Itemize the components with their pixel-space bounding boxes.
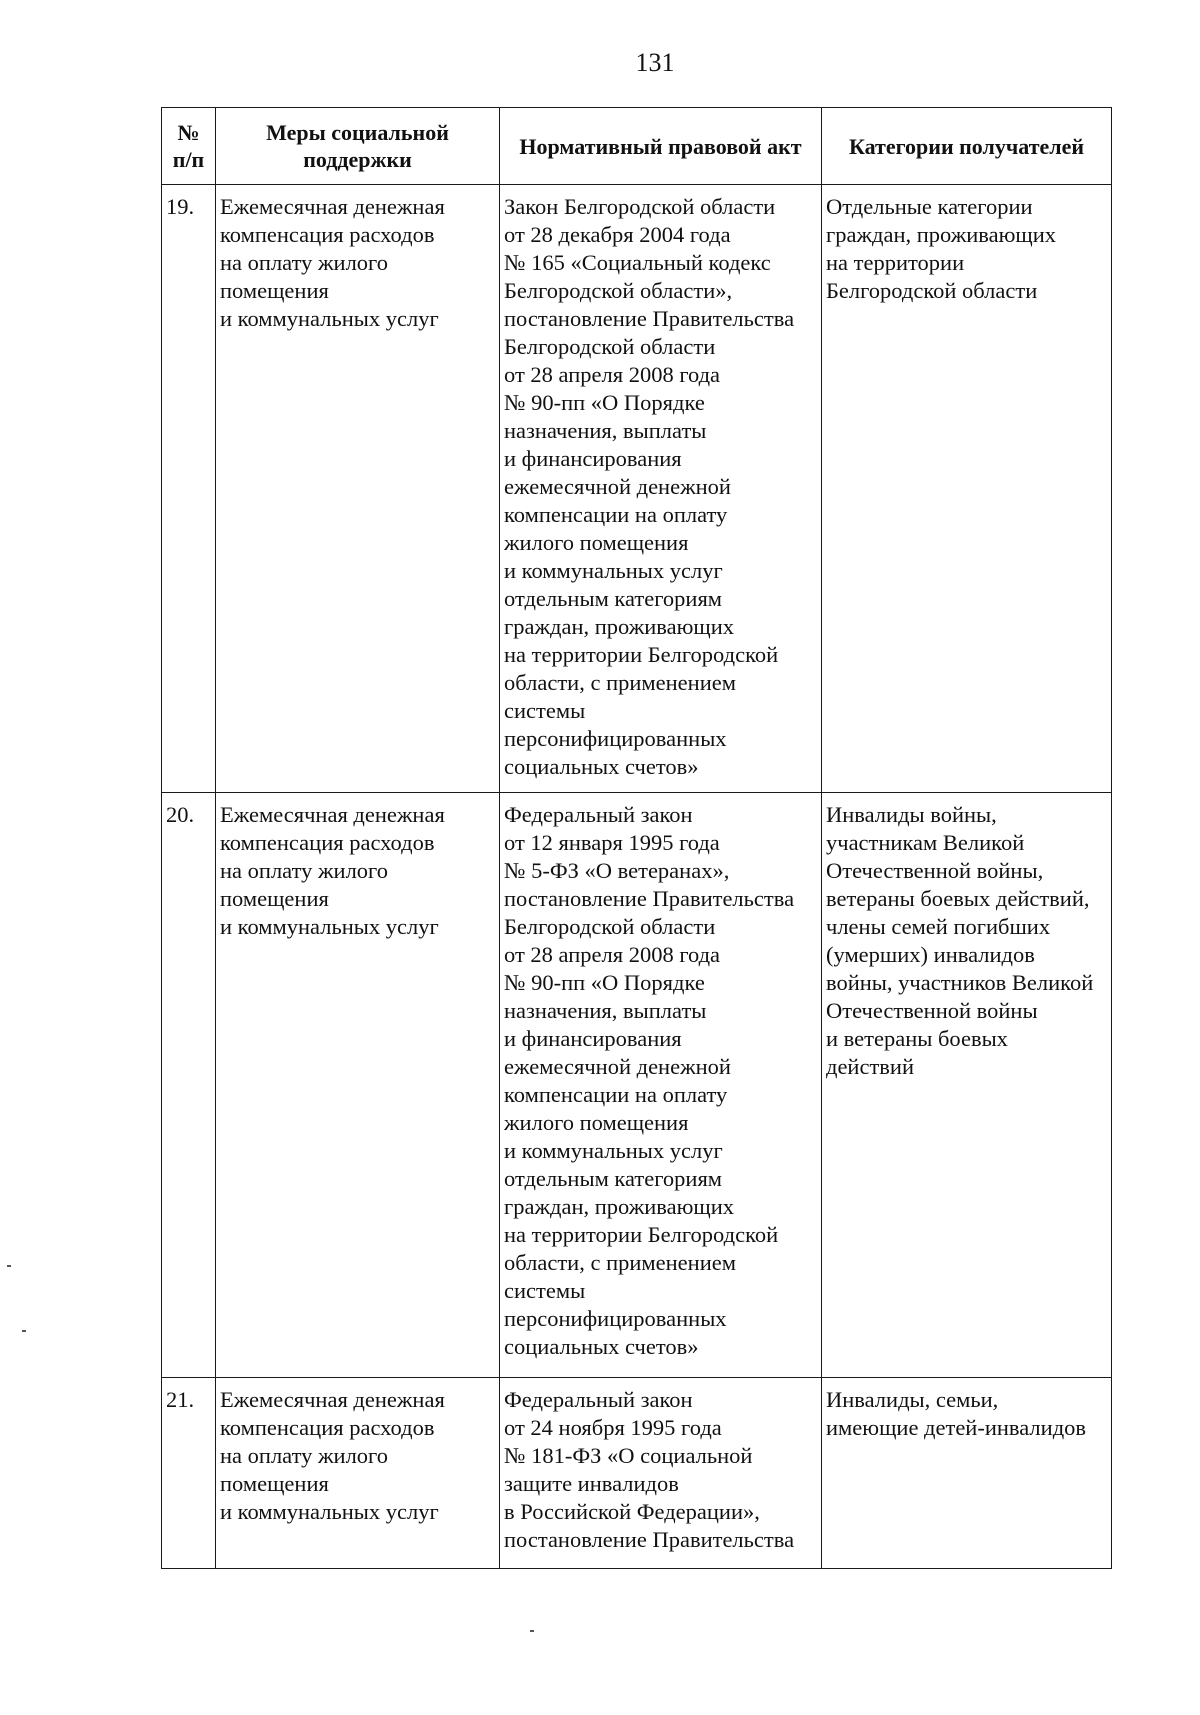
cell-measure bbox=[216, 1378, 500, 1569]
cell-line: помещения bbox=[220, 1471, 329, 1496]
cell-line: на оплату жилого bbox=[220, 858, 388, 883]
cell-measure bbox=[216, 185, 500, 793]
cell-line: Отдельные категории bbox=[826, 194, 1033, 219]
header-category bbox=[822, 108, 1112, 185]
cell-line: жилого помещения bbox=[504, 1110, 689, 1135]
cell-measure bbox=[216, 793, 500, 1378]
cell-line: и ветераны боевых bbox=[826, 1026, 1008, 1051]
cell-line: № 181-ФЗ «О социальной bbox=[504, 1443, 753, 1468]
cell-line: компенсация расходов bbox=[220, 830, 435, 855]
cell-line: Инвалиды войны, bbox=[826, 802, 997, 827]
table-row bbox=[162, 1378, 1112, 1569]
cell-line: № 90-пп «О Порядке bbox=[504, 970, 705, 995]
cell-line: области, с применением bbox=[504, 670, 736, 695]
cell-line: Ежемесячная денежная bbox=[220, 194, 445, 219]
cell-line: ветераны боевых действий, bbox=[826, 886, 1090, 911]
cell-line: и коммунальных услуг bbox=[220, 306, 439, 331]
cell-line: от 24 ноября 1995 года bbox=[504, 1415, 722, 1440]
cell-line: и финансирования bbox=[504, 1026, 682, 1051]
cell-line: от 12 января 1995 года bbox=[504, 830, 720, 855]
cell-line: от 28 апреля 2008 года bbox=[504, 942, 721, 967]
cell-line: Отечественной войны, bbox=[826, 858, 1044, 883]
cell-line: и коммунальных услуг bbox=[504, 1138, 723, 1163]
cell-line: Белгородской области bbox=[826, 278, 1038, 303]
cell-line: назначения, выплаты bbox=[504, 418, 707, 443]
cell-line: от 28 декабря 2004 года bbox=[504, 222, 731, 247]
cell-line: Ежемесячная денежная bbox=[220, 802, 445, 827]
cell-line: области, с применением bbox=[504, 1250, 736, 1275]
cell-line: Инвалиды, семьи, bbox=[826, 1387, 999, 1412]
cell-line: члены семей погибших bbox=[826, 914, 1051, 939]
cell-line: Белгородской области bbox=[504, 914, 716, 939]
cell-line: от 28 апреля 2008 года bbox=[504, 362, 721, 387]
cell-line: имеющие детей-инвалидов bbox=[826, 1415, 1087, 1440]
cell-line: помещения bbox=[220, 278, 329, 303]
cell-line: защите инвалидов bbox=[504, 1471, 679, 1496]
cell-line: в Российской Федерации», bbox=[504, 1499, 760, 1524]
cell-category bbox=[822, 185, 1112, 793]
cell-act bbox=[500, 1378, 822, 1569]
cell-line: войны, участников Великой bbox=[826, 970, 1094, 995]
cell-line: Федеральный закон bbox=[504, 802, 693, 827]
cell-line: постановление Правительства bbox=[504, 306, 795, 331]
cell-line: персонифицированных bbox=[504, 726, 727, 751]
cell-line: на территории bbox=[826, 250, 965, 275]
cell-line: ежемесячной денежной bbox=[504, 474, 731, 499]
cell-line: на территории Белгородской bbox=[504, 1222, 779, 1247]
page-number: 131 bbox=[635, 48, 675, 77]
table-row bbox=[162, 793, 1112, 1378]
cell-line: участникам Великой bbox=[826, 830, 1025, 855]
cell-line: граждан, проживающих bbox=[504, 614, 735, 639]
cell-line: социальных счетов» bbox=[504, 754, 699, 779]
cell-num: 20. bbox=[162, 793, 216, 1378]
cell-line: отдельным категориям bbox=[504, 1166, 723, 1191]
cell-line: Отечественной войны bbox=[826, 998, 1038, 1023]
cell-line: граждан, проживающих bbox=[504, 1194, 735, 1219]
cell-line: постановление Правительства bbox=[504, 886, 795, 911]
cell-line: Белгородской области», bbox=[504, 278, 733, 303]
cell-line: действий bbox=[826, 1054, 915, 1079]
header-act-label: Нормативный правовой акт bbox=[519, 133, 802, 159]
cell-line: и коммунальных услуг bbox=[504, 558, 723, 583]
cell-line: персонифицированных bbox=[504, 1306, 727, 1331]
cell-line: (умерших) инвалидов bbox=[826, 942, 1035, 967]
social-support-table bbox=[161, 107, 1112, 1569]
header-num-label: № п/п bbox=[172, 120, 205, 172]
cell-line: Белгородской области bbox=[504, 334, 716, 359]
cell-line: на территории Белгородской bbox=[504, 642, 779, 667]
cell-act bbox=[500, 185, 822, 793]
cell-line: системы bbox=[504, 1278, 586, 1303]
cell-line: компенсации на оплату bbox=[504, 1082, 728, 1107]
cell-line: и коммунальных услуг bbox=[220, 1499, 439, 1524]
cell-line: и финансирования bbox=[504, 446, 682, 471]
cell-line: на оплату жилого bbox=[220, 1443, 388, 1468]
cell-line: компенсация расходов bbox=[220, 1415, 435, 1440]
table-header-row bbox=[162, 108, 1112, 185]
header-measure-label: Меры социальной поддержки bbox=[266, 120, 449, 172]
scan-speck bbox=[530, 1630, 534, 1632]
header-category-label: Категории получателей bbox=[848, 133, 1085, 159]
cell-line: компенсация расходов bbox=[220, 222, 435, 247]
cell-line: жилого помещения bbox=[504, 530, 689, 555]
header-measure bbox=[216, 108, 500, 185]
cell-line: постановление Правительства bbox=[504, 1527, 795, 1552]
scan-speck bbox=[7, 1265, 11, 1267]
cell-num: 19. bbox=[162, 185, 216, 793]
cell-line: социальных счетов» bbox=[504, 1334, 699, 1359]
cell-line: на оплату жилого bbox=[220, 250, 388, 275]
cell-line: отдельным категориям bbox=[504, 586, 723, 611]
cell-line: Закон Белгородской области bbox=[504, 194, 776, 219]
cell-line: компенсации на оплату bbox=[504, 502, 728, 527]
cell-line: № 90-пп «О Порядке bbox=[504, 390, 705, 415]
cell-num: 21. bbox=[162, 1378, 216, 1569]
cell-category bbox=[822, 793, 1112, 1378]
cell-line: Федеральный закон bbox=[504, 1387, 693, 1412]
header-act bbox=[500, 108, 822, 185]
cell-line: № 165 «Социальный кодекс bbox=[504, 250, 771, 275]
cell-line: ежемесячной денежной bbox=[504, 1054, 731, 1079]
cell-line: назначения, выплаты bbox=[504, 998, 707, 1023]
cell-act bbox=[500, 793, 822, 1378]
cell-line: № 5-ФЗ «О ветеранах», bbox=[504, 858, 730, 883]
cell-line: граждан, проживающих bbox=[826, 222, 1057, 247]
header-num bbox=[162, 108, 216, 185]
table-row bbox=[162, 185, 1112, 793]
cell-line: помещения bbox=[220, 886, 329, 911]
cell-line: системы bbox=[504, 698, 586, 723]
cell-line: Ежемесячная денежная bbox=[220, 1387, 445, 1412]
scan-speck bbox=[22, 1330, 26, 1332]
cell-category bbox=[822, 1378, 1112, 1569]
cell-line: и коммунальных услуг bbox=[220, 914, 439, 939]
